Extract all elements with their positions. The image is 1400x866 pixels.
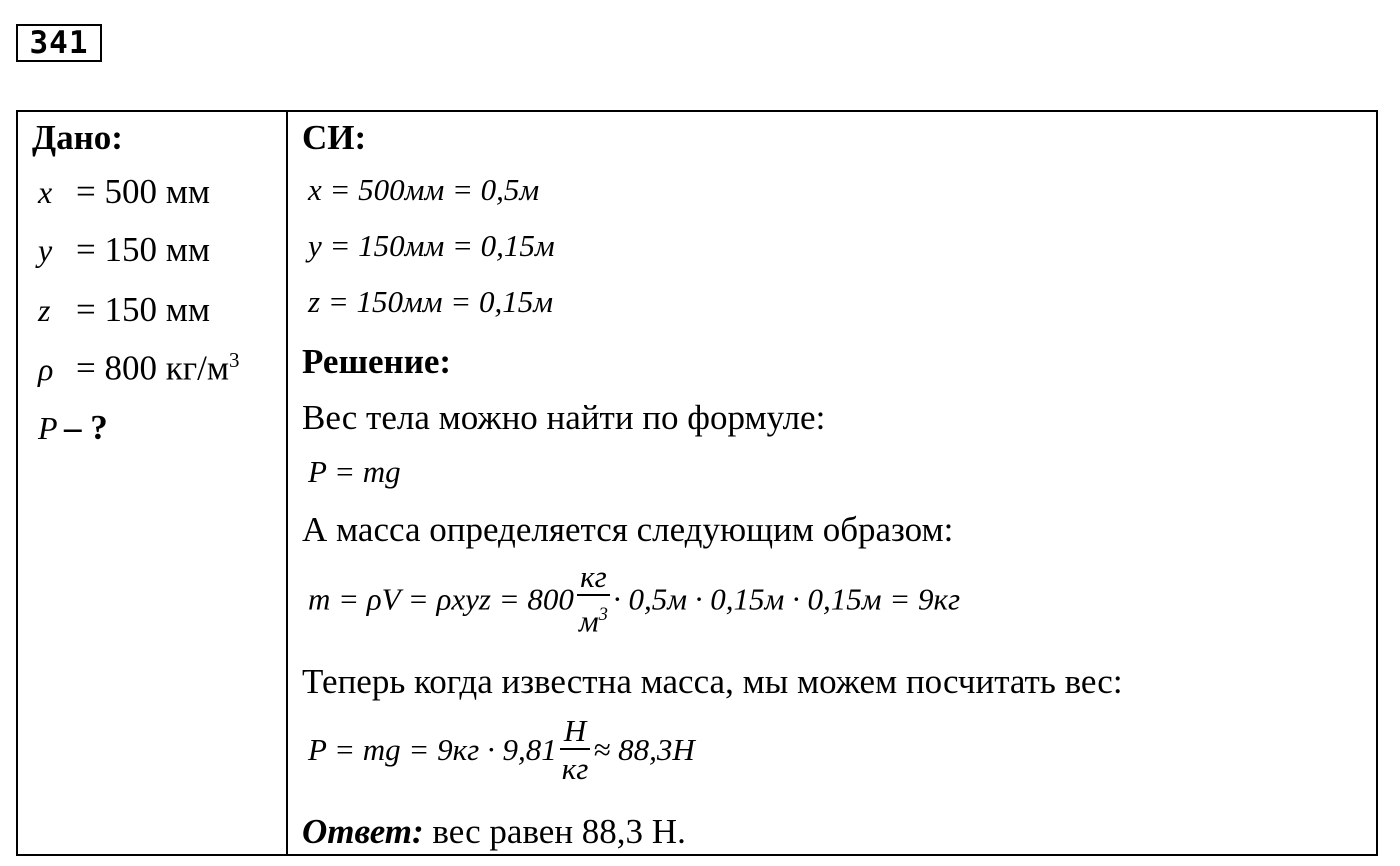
fraction-kg-per-m3 <box>577 560 610 640</box>
si-line-x <box>308 172 539 208</box>
solution-text-2: А масса определяется следующим образом: <box>302 510 954 549</box>
given-value: – ? <box>64 408 108 447</box>
answer-label: Ответ: <box>302 812 424 851</box>
formula-weight-left: P = mg = 9кг · 9,81 <box>308 732 557 768</box>
formula-text: P = mg <box>308 454 401 489</box>
fraction-numerator: кг <box>580 559 607 594</box>
given-z <box>38 290 210 330</box>
given-value: = 150 мм <box>76 230 211 269</box>
given-var: z <box>38 292 51 328</box>
given-header: Дано: <box>32 118 123 157</box>
si-formula: z = 150мм = 0,15м <box>308 284 554 319</box>
given-x <box>38 172 210 212</box>
solution-text-1: Вес тела можно найти по формуле: <box>302 398 826 437</box>
given-unknown <box>38 408 108 448</box>
formula-weight <box>308 454 401 490</box>
fraction-n-per-kg <box>560 714 591 788</box>
si-line-y <box>308 228 555 264</box>
given-y <box>38 230 210 270</box>
formula-weight-calc <box>308 713 695 790</box>
fraction-denominator <box>577 596 610 640</box>
fraction-numerator: Н <box>563 713 587 748</box>
problem-number: 341 <box>16 24 102 62</box>
given-var: y <box>38 232 53 268</box>
given-var: x <box>38 174 53 210</box>
si-line-z <box>308 284 553 320</box>
formula-mass-left: m = ρV = ρxyz = 800 <box>308 581 574 617</box>
given-var: ρ <box>38 350 54 387</box>
given-value: = 500 мм <box>76 172 211 211</box>
si-header: СИ: <box>302 118 367 157</box>
denominator-unit: м <box>578 603 599 639</box>
si-formula: y = 150мм = 0,15м <box>308 228 555 263</box>
denominator-exponent: 3 <box>598 604 608 625</box>
si-formula: x = 500мм = 0,5м <box>308 172 540 207</box>
given-var: P <box>38 410 58 446</box>
solution-header: Решение: <box>302 342 452 381</box>
column-divider <box>286 112 288 854</box>
answer-text: вес равен 88,3 Н. <box>432 812 686 851</box>
given-rho <box>38 348 239 389</box>
given-value: = 800 кг/м <box>76 348 229 388</box>
formula-mass-right: · 0,5м · 0,15м · 0,15м = 9кг <box>612 581 961 617</box>
solution-text-3: Теперь когда известна масса, мы можем посчитать вес: <box>302 662 1123 701</box>
formula-weight-right: ≈ 88,3Н <box>593 732 695 768</box>
given-value: = 150 мм <box>76 290 211 329</box>
formula-mass <box>308 559 961 642</box>
fraction-denominator: кг <box>561 751 589 786</box>
given-exponent: 3 <box>228 348 240 372</box>
answer-line <box>302 812 686 852</box>
solution-table <box>16 110 1378 856</box>
